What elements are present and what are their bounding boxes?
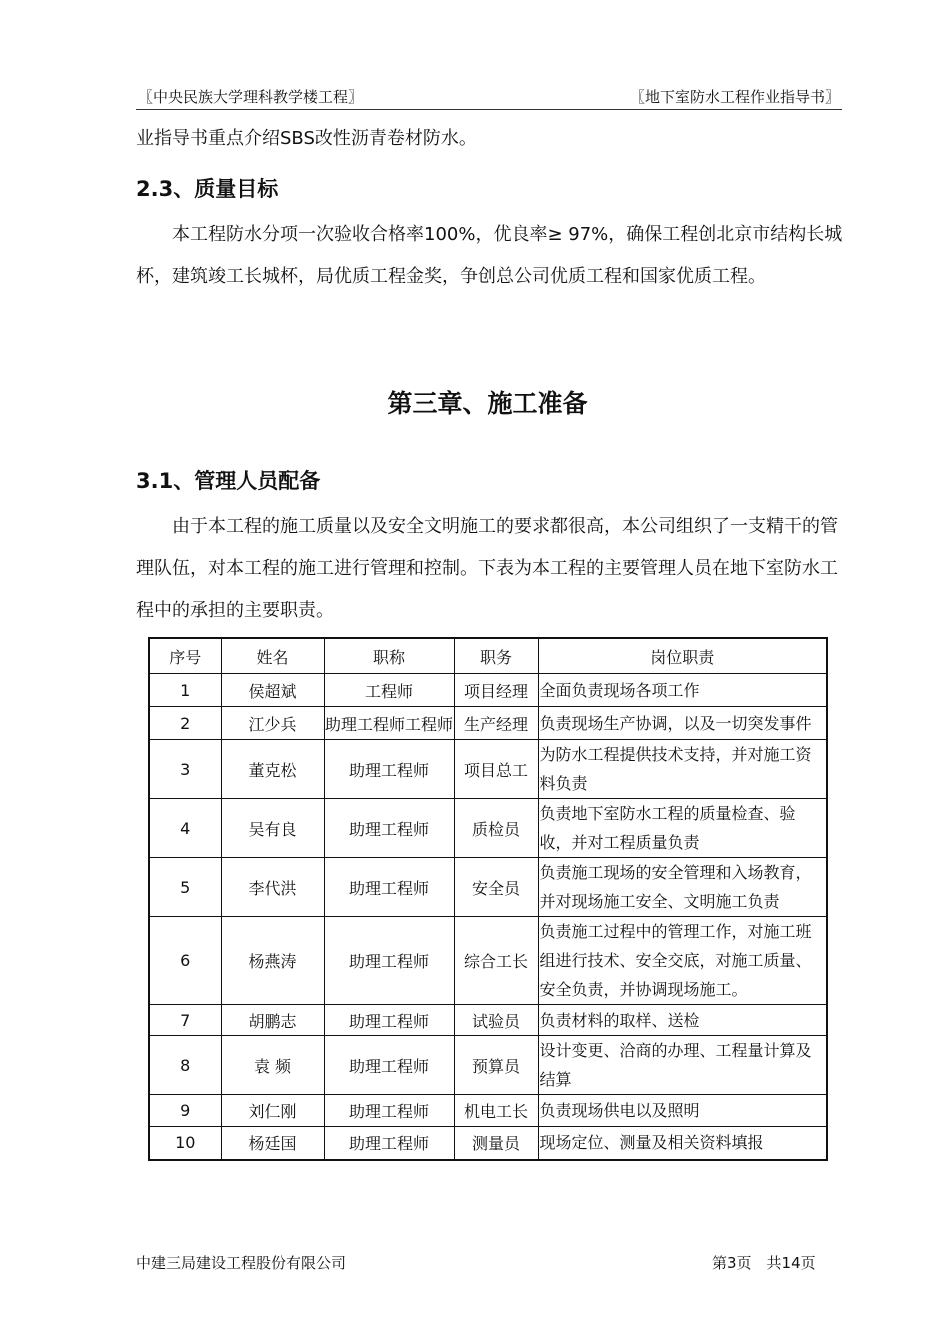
staff-table-header-row	[149, 638, 827, 674]
row-name: 胡鹏志	[221, 1005, 324, 1036]
row-name: 袁 频	[221, 1036, 324, 1095]
row-duty: 设计变更、洽商的办理、工程量计算及结算	[538, 1036, 827, 1095]
row-name: 杨燕涛	[221, 917, 324, 1005]
row-number: 9	[149, 1095, 221, 1127]
staff-table	[148, 637, 828, 1161]
table-row	[149, 1036, 827, 1095]
header-cell-number: 序号	[149, 638, 221, 674]
row-number: 3	[149, 740, 221, 799]
row-title: 助理工程师	[324, 740, 454, 799]
row-title: 助理工程师	[324, 1095, 454, 1127]
row-name: 刘仁刚	[221, 1095, 324, 1127]
row-duty: 现场定位、测量及相关资料填报	[538, 1127, 827, 1160]
row-title: 工程师	[324, 674, 454, 707]
row-title: 助理工程师	[324, 917, 454, 1005]
section-3-1-heading: 3.1、管理人员配备	[136, 469, 321, 493]
footer-company: 中建三局建设工程股份有限公司	[136, 1254, 347, 1272]
table-row	[149, 917, 827, 1005]
section-3-1-paragraph: 由于本工程的施工质量以及安全文明施工的要求都很高，本公司组织了一支精干的管理队伍，对本工程的施工进行管理和控制。下表为本工程的主要管理人员在地下室防水工程中的承担的主要职责。	[136, 516, 838, 621]
row-duty: 负责现场生产协调，以及一切突发事件	[538, 707, 827, 740]
row-name: 董克松	[221, 740, 324, 799]
row-number: 2	[149, 707, 221, 740]
chapter-title: 第三章、施工准备	[387, 389, 588, 418]
row-number: 4	[149, 799, 221, 858]
header-cell-position: 职务	[454, 638, 538, 674]
row-name: 李代洪	[221, 858, 324, 917]
table-row	[149, 707, 827, 740]
row-duty: 负责施工现场的安全管理和入场教育，并对现场施工安全、文明施工负责	[538, 858, 827, 917]
row-duty: 负责地下室防水工程的质量检查、验收，并对工程质量负责	[538, 799, 827, 858]
row-position: 预算员	[454, 1036, 538, 1095]
header-project-name: 〖中央民族大学理科教学楼工程〗	[138, 88, 364, 106]
row-position: 安全员	[454, 858, 538, 917]
row-position: 测量员	[454, 1127, 538, 1160]
row-number: 7	[149, 1005, 221, 1036]
table-row	[149, 1127, 827, 1160]
row-number: 1	[149, 674, 221, 707]
intro-tail-paragraph: 业指导书重点介绍SBS改性沥青卷材防水。	[136, 128, 477, 149]
row-number: 8	[149, 1036, 221, 1095]
row-position: 试验员	[454, 1005, 538, 1036]
row-position: 质检员	[454, 799, 538, 858]
row-position: 项目经理	[454, 674, 538, 707]
table-row	[149, 799, 827, 858]
row-duty: 全面负责现场各项工作	[538, 674, 827, 707]
row-duty: 负责施工过程中的管理工作，对施工班组进行技术、安全交底，对施工质量、安全负责，并协调现场施工。	[538, 917, 827, 1005]
row-number: 10	[149, 1127, 221, 1160]
row-title: 助理工程师	[324, 1127, 454, 1160]
row-name: 吴有良	[221, 799, 324, 858]
row-number: 6	[149, 917, 221, 1005]
header-cell-name: 姓名	[221, 638, 324, 674]
header-cell-duty: 岗位职责	[538, 638, 827, 674]
table-row	[149, 674, 827, 707]
row-title: 助理工程师	[324, 858, 454, 917]
row-number: 5	[149, 858, 221, 917]
header-rule	[136, 109, 842, 110]
row-title: 助理工程师工程师	[324, 707, 454, 740]
row-name: 侯超斌	[221, 674, 324, 707]
row-duty: 为防水工程提供技术支持，并对施工资料负责	[538, 740, 827, 799]
header-cell-title: 职称	[324, 638, 454, 674]
row-name: 江少兵	[221, 707, 324, 740]
row-duty: 负责现场供电以及照明	[538, 1095, 827, 1127]
row-position: 综合工长	[454, 917, 538, 1005]
table-row	[149, 858, 827, 917]
row-position: 机电工长	[454, 1095, 538, 1127]
table-row	[149, 1095, 827, 1127]
section-2-3-heading: 2.3、质量目标	[136, 177, 279, 201]
row-position: 项目总工	[454, 740, 538, 799]
row-title: 助理工程师	[324, 1005, 454, 1036]
row-name: 杨廷国	[221, 1127, 324, 1160]
footer-page-number: 第3页 共14页	[712, 1254, 816, 1272]
header-document-title: 〖地下室防水工程作业指导书〗	[629, 88, 840, 106]
table-row	[149, 740, 827, 799]
row-duty: 负责材料的取样、送检	[538, 1005, 827, 1036]
table-row	[149, 1005, 827, 1036]
row-title: 助理工程师	[324, 1036, 454, 1095]
section-2-3-paragraph: 本工程防水分项一次验收合格率100%，优良率≥ 97%，确保工程创北京市结构长城杯，建筑竣工长城杯，局优质工程金奖，争创总公司优质工程和国家优质工程。	[136, 224, 843, 287]
row-title: 助理工程师	[324, 799, 454, 858]
row-position: 生产经理	[454, 707, 538, 740]
